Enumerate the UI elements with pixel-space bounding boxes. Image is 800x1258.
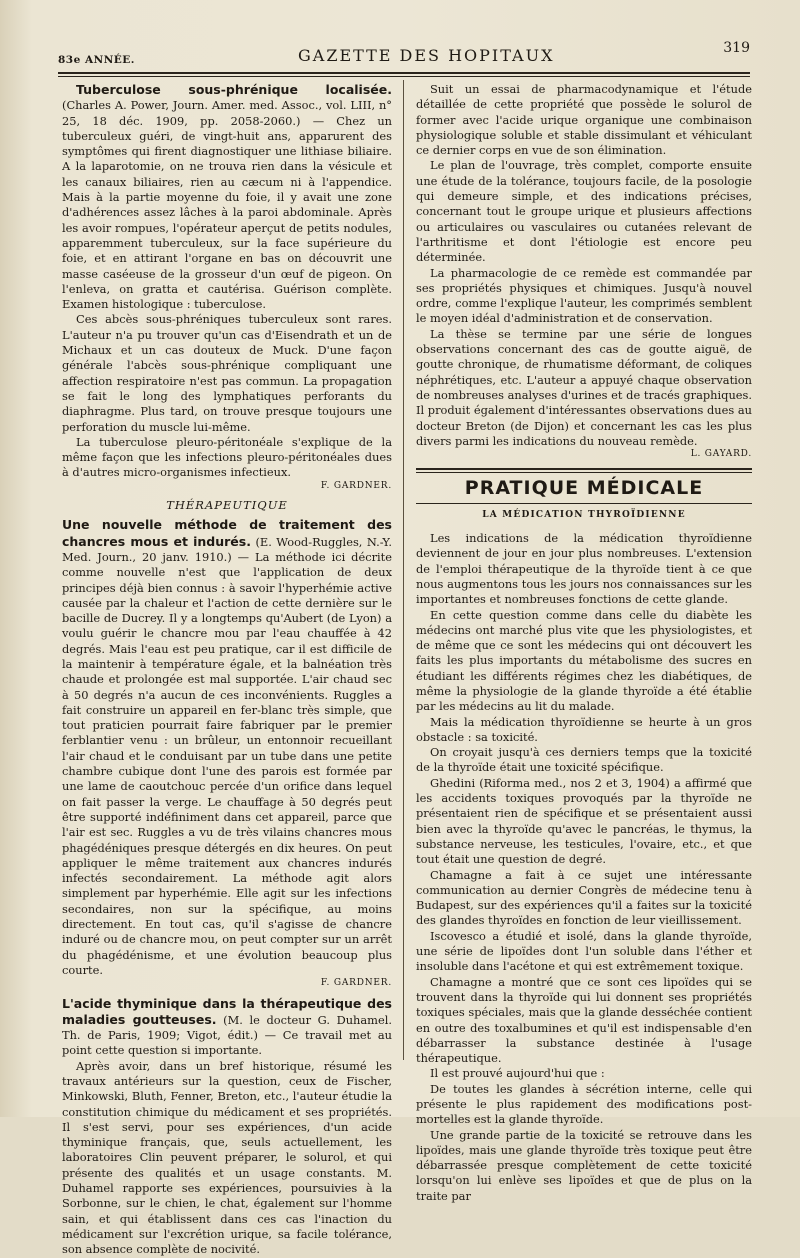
signature: F. GARDNER. [320,978,392,989]
article-acide-thyminique [62,996,392,1059]
page-header [58,40,750,74]
article-title: Une nouvelle méthode de traitement des chancres mous et indurés. [62,517,392,549]
article-title: Tuberculose sous-phrénique localisée. [76,82,392,97]
paragraph: Chamagne a montré que ce sont ces lipoïdes qui se trouvent dans la thyroïde qui lui donnent ses propriétés toxiques spéciales, mais que la glande desséchée contient en outre des toxalbumines et qu'il est indispensable d'en débarrasser la substance destinée à l'usage thérapeutique. [416,974,752,1066]
heading-rule [416,503,752,504]
section-heading: PRATIQUE MÉDICALE [464,477,704,500]
paragraph: Il est prouvé aujourd'hui que : [430,1066,605,1081]
paragraph: De toutes les glandes à sécrétion interne, celle qui présente le plus rapidement des modifications post-mortelles est la glande thyroïde. [416,1081,752,1127]
article-intro: (Charles A. Power, Journ. Amer. med. Assoc., vol. LIII, n° 25, 18 déc. 1909, pp. 2058-2060.) — Chez un tuberculeux guéri, de vingt-huit ans, apparurent des symptômes qui firent diagnostiquer une lithiase biliaire. A la laparotomie, on ne trouva rien dans la vésicule et les canaux biliaires, rien au cæcum ni à l'appendice. Mais à la partie moyenne du foie, il y avait une zone d'adhérences assez lâches à la paroi abdominale. Après les avoir rompues, l'opérateur aperçut de petits nodules, apparemment tuberculeux, sur la face supérieure du foie, et en attirant l'organe en bas on découvrit une masse caséeuse de la grosseur d'un œuf de pigeon. On l'enleva, on gratta et cautérisa. Guérison complète. Examen histologique : tuberculose. [62,98,392,312]
header-rule-thin [58,76,750,77]
paragraph: La pharmacologie de ce remède est commandée par ses propriétés physiques et chimiques. Jusqu'à nouvel ordre, comme l'explique l'auteur, les comprimés semblent le moyen idéal d'administration et de conservation. [416,265,752,326]
paragraph: Suit un essai de pharmacodynamique et l'étude détaillée de cette propriété que possède le solurol de former avec l'acide urique organique une combinaison physiologique soluble et stable dissimulant et véhiculant ce dernier corps en vue de son élimination. [416,82,752,158]
article-title: L'acide thyminique dans la thérapeutique des maladies goutteuses. [62,995,392,1027]
paragraph: Le plan de l'ouvrage, très complet, comporte ensuite une étude de la tolérance, toujours facile, de la posologie qui demeure simple, et des indications précises, concernant tout le groupe urique et plusieurs affections ou articulaires ou vasculaires ou cutanées relevant de l'arthritisme et dont l'étiologie est encore peu déterminée. [416,158,752,265]
page-number: 319 [723,40,750,56]
section-rule-thin [416,472,752,473]
left-column [62,82,392,1258]
right-column [416,82,752,1204]
paragraph: Une grande partie de la toxicité se retrouve dans les lipoïdes, mais une glande thyroïde très toxique peut être débarrassée presque complètement de cette toxicité lorsqu'on lui enlève ses lipoïdes et que de plus on la traite par [416,1127,752,1203]
paragraph: Ces abcès sous-phréniques tuberculeux sont rares. L'auteur n'a pu trouver qu'un cas d'Eisendrath et un de Michaux et un cas douteux de Muck. D'une façon générale l'abcès sous-phrénique compliquant une affection respiratoire n'est pas commun. La propagation se fait le long des lymphatiques perforants du diaphragme. Plus tard, on trouve presque toujours une perforation du muscle lui-même. [62,312,392,434]
article-body: (E. Wood-Ruggles, N.-Y. Med. Journ., 20 janv. 1910.) — La méthode ici décrite comme nouvelle n'est que l'application de deux principes déjà bien connus : à savoir l'hyperhémie active causée par la chaleur et l'action de cette dernière sur le bacille de Ducrey. Il y a longtemps qu'Aubert (de Lyon) a voulu guérir le chancre mou par l'eau chauffée à 42 degrés. Mais l'eau est peu pratique, car il est difficile de la maintenir à température égale, et la balnéation très chaude et prolongée est mal supportée. L'air chaud sec à 50 degrés n'a aucun de ces inconvénients. Ruggles a fait construire un appareil en fer-blanc très simple, que tout praticien pourrait faire fabriquer par le premier ferblantier venu : un brûleur, un entonnoir recueillant l'air chaud et le conduisant par un tube dans une petite chambre cubique dont l'une des parois est formée par une lame de caoutchouc percée d'un orifice dans lequel on fait passer la verge. Le chauffage à 50 degrés peut être supporté indéfiniment dans cet appareil, parce que l'air est sec. Ruggles a vu de très vilains chancres mous phagédéniques presque détergés en dix heures. On peut appliquer le même traitement aux chancres indurés infectés secondairement. La méthode agit alors simplement par hyperhémie. Elle agit sur les infections secondaires, non sur la spécifique, au moins directement. En tout cas, qu'il s'agisse de chancre induré ou de chancre mou, on peut compter sur un arrêt du phagédénisme, et une évolution beaucoup plus courte. [62,534,392,977]
journal-title: GAZETTE DES HOPITAUX [298,46,555,65]
article-tuberculose [62,82,392,312]
signature: L. GAYARD. [690,449,752,460]
paragraph: Les indications de la médication thyroïdienne deviennent de jour en jour plus nombreuses. L'extension de l'emploi thérapeutique de la thyroïde tient à ce que nous augmentons tous les jours nos connaissances sur les importantes et nombreuses fonctions de cette glande. [416,531,752,607]
paragraph: On croyait jusqu'à ces derniers temps que la toxicité de la thyroïde était une toxicité spécifique. [416,745,752,775]
header-rule [58,72,750,74]
paragraph: Mais la médication thyroïdienne se heurte à un gros obstacle : sa toxicité. [416,714,752,744]
section-title: THÉRAPEUTIQUE [166,498,288,513]
paragraph: La tuberculose pleuro-péritonéale s'explique de la même façon que les infections pleuro-péritonéales dues à d'autres micro-organismes infectieux. [62,434,392,480]
section-rule [416,468,752,470]
article-chancres [62,517,392,978]
paragraph: En cette question comme dans celle du diabète les médecins ont marché plus vite que les physiologistes, et de même que ce sont les médecins qui ont découvert les faits les plus importants du métabolisme des sucres en étudiant les différents régimes chez les diabétiques, de même la physiologie de la glande thyroïde a été établie par les médecins au lit du malade. [416,607,752,714]
paragraph: Chamagne a fait à ce sujet une intéressante communication au dernier Congrès de médecine tenu à Budapest, sur des expériences qu'il a faites sur la toxicité des glandes thyroïdes en fonction de leur vieillissement. [416,867,752,928]
signature: F. GARDNER. [320,480,392,491]
paragraph: Iscovesco a étudié et isolé, dans la glande thyroïde, une série de lipoïdes dont l'un soluble dans l'éther et insoluble dans l'acétone et qui est extrêmement toxique. [416,928,752,974]
paragraph: Ghedini (Riforma med., nos 2 et 3, 1904) a affirmé que les accidents toxiques provoqués par la thyroïde ne présentaient rien de spécifique et se présentaient aussi bien avec la thyroïde qu'avec le pancréas, le thymus, la substance nerveuse, les testicules, l'ovaire, etc., et que tout était une question de degré. [416,775,752,867]
column-divider [403,80,404,1060]
year-label: 83e ANNÉE. [58,54,135,66]
article-intro: (M. le docteur G. Duhamel. Th. de Paris, 1909; Vigot, édit.) — Ce travail met au point cette question si importante. [62,1012,392,1058]
article-heading: LA MÉDICATION THYROÏDIENNE [482,509,686,520]
paragraph: Après avoir, dans un bref historique, résumé les travaux antérieurs sur la question, ceux de Fischer, Minkowski, Bluth, Fenner, Breton, etc., l'auteur étudie la constitution chimique du médicament et ses propriétés. Il s'est servi, pour ses expériences, d'un acide thyminique français, que, seuls actuellement, les laboratoires Clin peuvent préparer, le solurol, et qui présente des qualités et un usage constants. M. Duhamel rapporte ses expériences, poursuivies à la Sorbonne, sur le chien, le chat, également sur l'homme sain, et qui établissent dans ces cas l'inaction du médicament sur l'excrétion urique, sa facile tolérance, son absence complète de nocivité. [62,1058,392,1257]
paragraph: La thèse se termine par une série de longues observations concernant des cas de goutte aiguë, de goutte chronique, de rhumatisme déformant, de coliques néphrétiques, etc. L'auteur a appuyé chaque observation de nombreuses analyses d'urines et de tracés graphiques. Il produit également d'intéressantes observations dues au docteur Breton (de Dijon) et concernant les cas les plus divers parmi les indications du nouveau remède. [416,326,752,448]
